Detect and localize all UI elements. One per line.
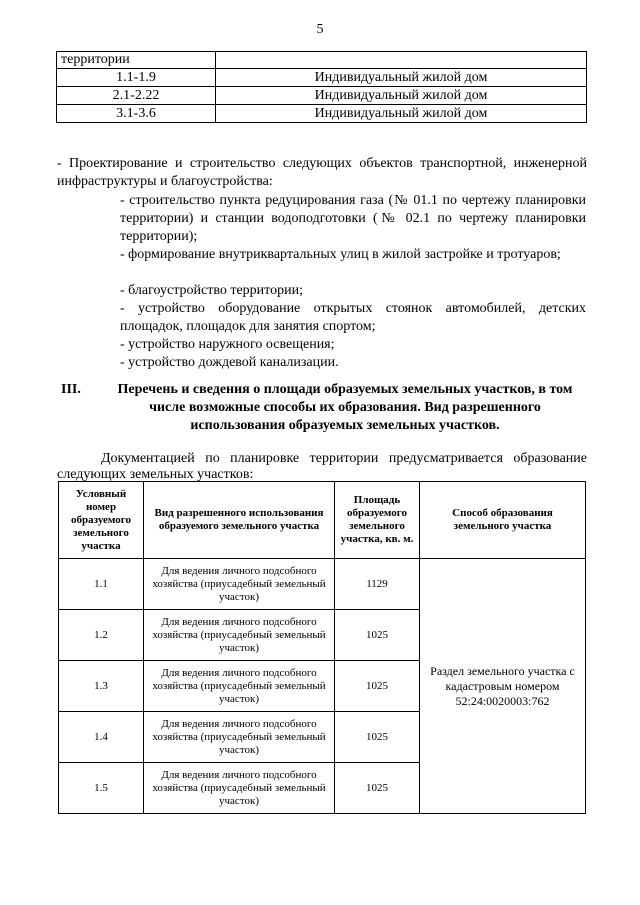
design-item: - благоустройство территории; — [120, 283, 303, 298]
table-cell-use: Индивидуальный жилой дом — [216, 87, 587, 105]
table-row — [57, 69, 587, 87]
cell-permitted-use: Для ведения личного подсобного хозяйства (приусадебный земельный участок) — [144, 763, 335, 814]
cell-plot-number: 1.4 — [59, 712, 144, 763]
table-cell-use — [216, 52, 587, 69]
design-item: - устройство наружного освещения; — [120, 337, 335, 352]
section-number: III. — [61, 382, 81, 397]
page-number: 5 — [316, 22, 324, 37]
cell-plot-number: 1.5 — [59, 763, 144, 814]
cell-permitted-use: Для ведения личного подсобного хозяйства (приусадебный земельный участок) — [144, 559, 335, 610]
cell-area: 1025 — [335, 763, 420, 814]
design-item: - формирование внутриквартальных улиц в жилой застройке и тротуаров; — [120, 247, 561, 262]
table-cell-id: 2.1-2.22 — [57, 87, 216, 105]
table-cell-id: 3.1-3.6 — [57, 105, 216, 123]
table-row — [57, 105, 587, 123]
table-cell-id: 1.1-1.9 — [57, 69, 216, 87]
header-plot-number: Условный номер образуемого земельного участка — [59, 482, 144, 559]
cell-area: 1129 — [335, 559, 420, 610]
plots-table — [58, 481, 586, 814]
zoning-table — [56, 51, 587, 123]
intro-paragraph: Документацией по планировке территории предусматривается образование следующих земельных участков: — [57, 451, 587, 482]
table-header-row — [59, 482, 586, 559]
design-item: - устройство оборудование открытых стоянок автомобилей, детских площадок, площадок для занятия спортом; — [120, 301, 586, 334]
cell-plot-number: 1.1 — [59, 559, 144, 610]
table-cell-use: Индивидуальный жилой дом — [216, 69, 587, 87]
table-row — [57, 52, 587, 69]
cell-permitted-use: Для ведения личного подсобного хозяйства (приусадебный земельный участок) — [144, 712, 335, 763]
design-paragraph: - Проектирование и строительство следующих объектов транспортной, инженерной инфраструктуры и благоустройства: — [57, 156, 587, 189]
cell-plot-number: 1.2 — [59, 610, 144, 661]
cell-area: 1025 — [335, 610, 420, 661]
header-formation-method: Способ образования земельного участка — [420, 482, 586, 559]
cell-formation-method: Раздел земельного участка с кадастровым номером 52:24:0020003:762 — [420, 559, 586, 814]
cell-area: 1025 — [335, 661, 420, 712]
section-title: Перечень и сведения о площади образуемых земельных участков, в том числе возможные способы их образования. Вид разрешенного использования образуемых земельных участков. — [117, 382, 573, 433]
table-cell-id: территории — [57, 52, 216, 69]
cell-permitted-use: Для ведения личного подсобного хозяйства (приусадебный земельный участок) — [144, 661, 335, 712]
table-row — [57, 87, 587, 105]
cell-permitted-use: Для ведения личного подсобного хозяйства (приусадебный земельный участок) — [144, 610, 335, 661]
cell-area: 1025 — [335, 712, 420, 763]
cell-plot-number: 1.3 — [59, 661, 144, 712]
header-area: Площадь образуемого земельного участка, кв. м. — [335, 482, 420, 559]
design-item: - устройство дождевой канализации. — [120, 355, 339, 370]
header-permitted-use: Вид разрешенного использования образуемого земельного участка — [144, 482, 335, 559]
design-item: - строительство пункта редуцирования газа (№ 01.1 по чертежу планировки территории) и станции водоподготовки (№ 02.1 по чертежу планировки территории); — [120, 193, 586, 244]
table-row — [59, 559, 586, 610]
table-cell-use: Индивидуальный жилой дом — [216, 105, 587, 123]
